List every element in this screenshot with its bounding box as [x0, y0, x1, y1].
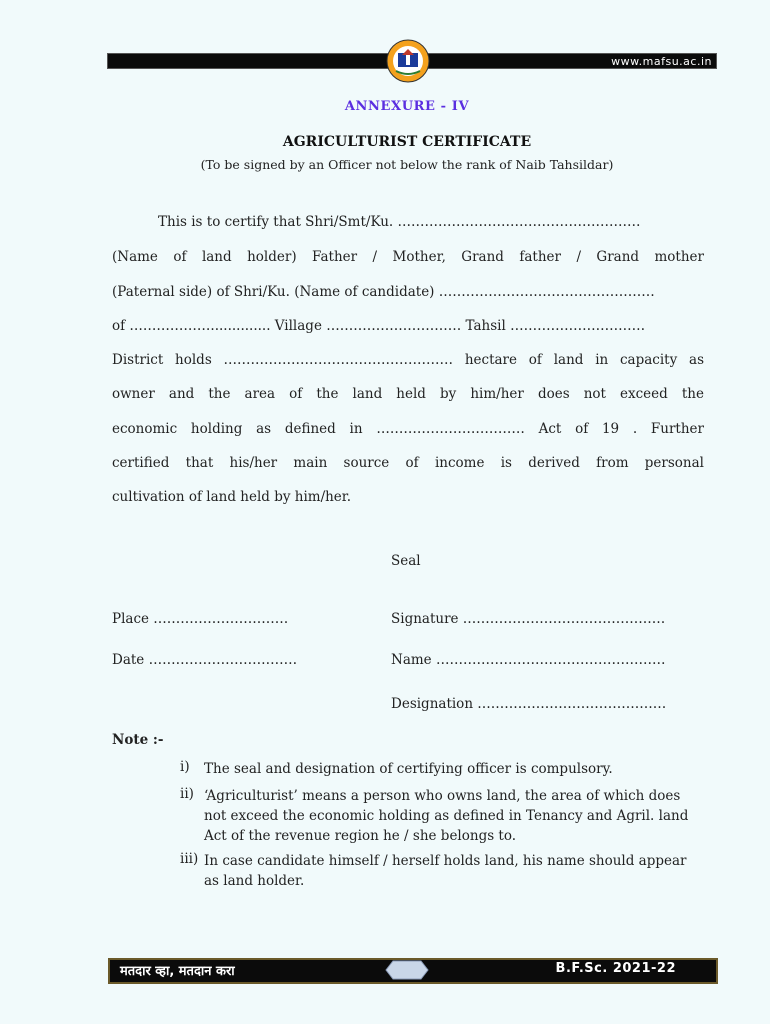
signature-field: Signature ……………………………………… [391, 611, 666, 627]
note-number: ii) [180, 786, 194, 802]
note-text: In case candidate himself / herself holds land, his name should appear as land holder. [204, 853, 687, 889]
date-field: Date …………………………… [112, 652, 298, 668]
note-number: i) [180, 759, 190, 775]
place-field: Place ………………………… [112, 611, 289, 627]
body-line: economic holding as defined in …………………………… Act of 19 . Further [112, 421, 704, 437]
footer-hexagon-icon [385, 960, 429, 980]
university-emblem-icon [384, 39, 432, 83]
note-item [180, 851, 704, 891]
body-line: owner and the area of the land held by him/her does not exceed the [112, 386, 704, 402]
note-heading: Note :- [112, 732, 164, 748]
note-number: iii) [180, 851, 199, 867]
body-line: of ……………….............. Village ………………………… Tahsil ………………………… [112, 318, 646, 334]
designation-field: Designation …………………………………… [391, 696, 667, 712]
name-field: Name …………………………………………… [391, 652, 666, 668]
body-line: certified that his/her main source of income is derived from personal [112, 455, 704, 471]
body-line: (Name of land holder) Father / Mother, Grand father / Grand mother [112, 249, 704, 265]
note-text: ‘Agriculturist’ means a person who owns land, the area of which does not exceed the economic holding as defined in Tenancy and Agril. land Act of the revenue region he / she belongs to. [204, 788, 689, 844]
certificate-subtitle: (To be signed by an Officer not below the rank of Naib Tahsildar) [200, 157, 614, 172]
note-text: The seal and designation of certifying officer is compulsory. [204, 761, 613, 777]
seal-label: Seal [391, 553, 421, 569]
body-line: District holds …………………………………………… hectare of land in capacity as [112, 352, 704, 368]
certificate-title: AGRICULTURIST CERTIFICATE [282, 134, 532, 150]
website-url: www.mafsu.ac.in [611, 55, 712, 68]
footer-course: B.F.Sc. 2021-22 [555, 961, 676, 976]
note-item [180, 759, 704, 779]
body-line: cultivation of land held by him/her. [112, 489, 352, 505]
body-line: (Paternal side) of Shri/Ku. (Name of candidate) ………………………………………… [112, 284, 655, 300]
note-item [180, 786, 704, 846]
body-line: This is to certify that Shri/Smt/Ku. ……………………………………………… [158, 214, 641, 230]
annexure-heading: ANNEXURE - IV [344, 99, 470, 114]
footer-slogan: मतदार व्हा, मतदान करा [120, 964, 235, 979]
